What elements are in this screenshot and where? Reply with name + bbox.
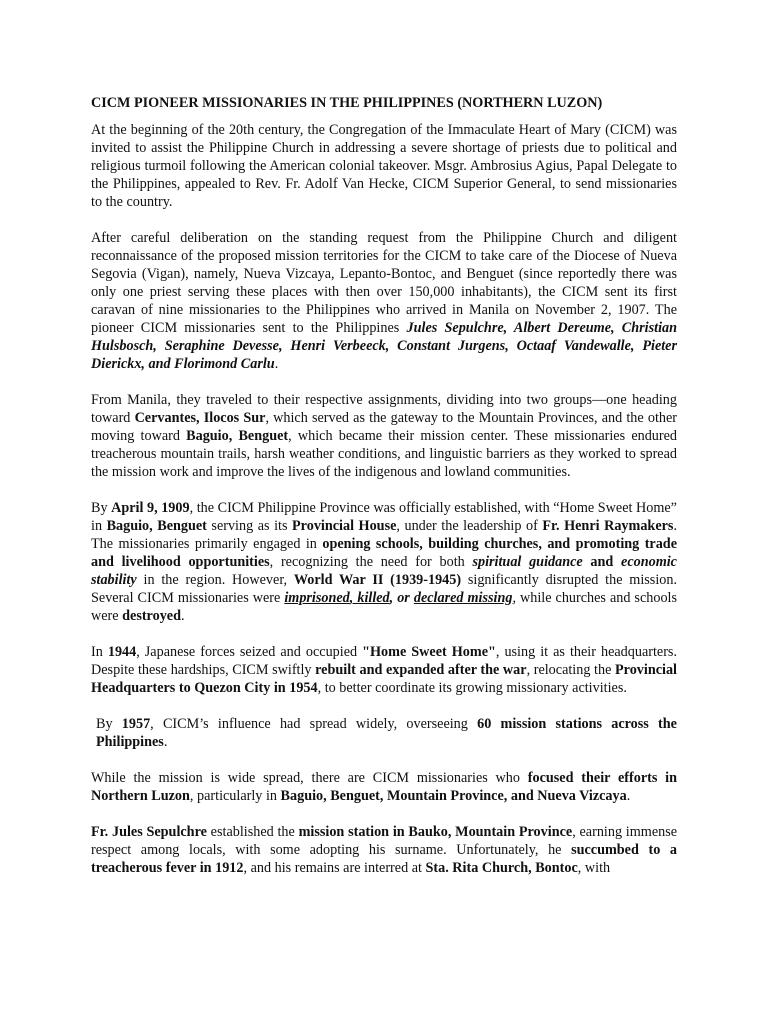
text: , while churches and schools were (91, 590, 677, 624)
bold-text: Provincial House (292, 518, 397, 534)
bold-text: Baguio, Benguet (106, 518, 207, 534)
text: After careful deliberation on the standing request from the Philippine Church and diligent reconnaissance of the proposed mission territories for the CICM to take care of the Diocese of Nueva Segovia (Vigan), namely, Nueva Vizcaya, Lepanto-Bontoc, and Benguet (since reportedly there was only one priest serving these places with then over 150,000 inhabitants), the CICM sent its first caravan of nine missionaries to the Philippines who arrived in Manila on November 2, 1907. The pioneer CICM missionaries sent to the Philippines (91, 230, 677, 336)
text: . (626, 788, 631, 804)
paragraph-province-established (91, 499, 677, 625)
text: In (91, 644, 108, 660)
text: . The missionaries primarily engaged in (91, 518, 677, 552)
bold-text: 1957 (121, 716, 151, 732)
text: , relocating the (526, 662, 615, 678)
text: , using it as their headquarters. Despite these hardships, CICM swiftly (91, 644, 678, 678)
bold-text: World War II (1939-1945) (293, 572, 462, 588)
text: serving as its (206, 518, 293, 534)
paragraph-first-caravan (91, 229, 677, 373)
bold-italic-text: spiritual guidance (472, 554, 583, 570)
text: , the CICM Philippine Province was officially established, with “Home Sweet Home” in (91, 500, 677, 534)
bold-text: 1944 (107, 644, 137, 660)
underlined-text: killed (357, 590, 390, 606)
bold-text: 60 mission stations across the Philippines (96, 716, 677, 750)
document-page (91, 94, 677, 877)
bold-text: Sta. Rita Church, Bontoc (425, 860, 578, 876)
text: significantly disrupted the mission. Several CICM missionaries were (91, 572, 677, 606)
text: , CICM’s influence had spread widely, overseeing (150, 716, 478, 732)
text: . (180, 608, 185, 624)
bold-text: Fr. Jules Sepulchre (91, 824, 207, 840)
bold-italic-text: economic stability (91, 554, 677, 588)
document-title: CICM PIONEER MISSIONARIES IN THE PHILIPPINES (NORTHERN LUZON) (91, 95, 603, 111)
paragraph-assignments (91, 391, 677, 481)
text: , with (577, 860, 611, 876)
bold-text: April 9, 1909 (111, 500, 190, 516)
underlined-text: declared missing (413, 590, 513, 606)
bold-text: Fr. Henri Raymakers (542, 518, 674, 534)
bold-text: Baguio, Benguet (186, 428, 289, 444)
text: , Japanese forces seized and occupied (136, 644, 363, 660)
text: At the beginning of the 20th century, the Congregation of the Immaculate Heart of Mary (CICM) was invited to assist the Philippine Church in addressing a severe shortage of priests due to political and religious turmoil following the American colonial takeover. Msgr. Ambrosius Agius, Papal Delegate to the Philippines, appealed to Rev. Fr. Adolf Van Hecke, CICM Superior General, to send missionaries to the country. (91, 122, 677, 210)
bold-text: destroyed (122, 608, 181, 624)
text: established the (206, 824, 299, 840)
text: , earning immense respect among locals, with some adopting his surname. Unfortunately, he (91, 824, 678, 858)
text: , under the leadership of (396, 518, 543, 534)
text: , recognizing the need for both (269, 554, 473, 570)
text: , particularly in (189, 788, 281, 804)
bold-italic-text: , or (389, 590, 414, 606)
paragraph-war-recovery (91, 643, 677, 697)
text: . (274, 356, 279, 372)
underlined-text: , (349, 590, 358, 606)
bold-text: focused their efforts in Northern Luzon (91, 770, 677, 804)
text: While the mission is wide spread, there are CICM missionaries who (91, 770, 528, 786)
underlined-text: imprisoned (284, 590, 350, 606)
bold-text: Baguio, Benguet, Mountain Province, and Nueva Vizcaya (280, 788, 627, 804)
text: By (96, 716, 122, 732)
text: , and his remains are interred at (243, 860, 426, 876)
paragraph-northern-luzon-focus (91, 769, 677, 805)
paragraph-1957-expansion (91, 715, 677, 751)
text: From Manila, they traveled to their respective assignments, dividing into two groups—one heading toward (91, 392, 677, 426)
text: , which served as the gateway to the Mountain Provinces, and the other moving toward (91, 410, 677, 444)
bold-text: "Home Sweet Home" (362, 644, 496, 660)
bold-text: Cervantes, Ilocos Sur (134, 410, 266, 426)
text: in the region. However, (136, 572, 294, 588)
text: . (163, 734, 168, 750)
bold-text: succumbed to a treacherous fever in 1912 (91, 842, 677, 876)
text: , to better coordinate its growing missionary activities. (317, 680, 627, 696)
bold-text: Provincial Headquarters to Quezon City in 1954 (91, 662, 678, 696)
text: By (91, 500, 112, 516)
bold-text: opening schools, building churches, and promoting trade and livelihood opportunities (91, 536, 677, 570)
paragraph-intro (91, 121, 677, 211)
missionary-names: Jules Sepulchre, Albert Dereume, Christian Hulsbosch, Seraphine Devesse, Henri Verbeeck, Constant Jurgens, Octaaf Vandewalle, Pieter Dierickx, and Florimond Carlu (91, 320, 677, 372)
bold-text: rebuilt and expanded after the war (315, 662, 527, 678)
text: , which became their mission center. These missionaries endured treacherous mountain trails, harsh weather conditions, and linguistic barriers as they worked to spread the mission work and improve the lives of the indigenous and lowland communities. (91, 428, 678, 480)
bold-text: and (582, 554, 622, 570)
bold-text: mission station in Bauko, Mountain Province (298, 824, 573, 840)
paragraph-jules-sepulchre (91, 823, 677, 877)
